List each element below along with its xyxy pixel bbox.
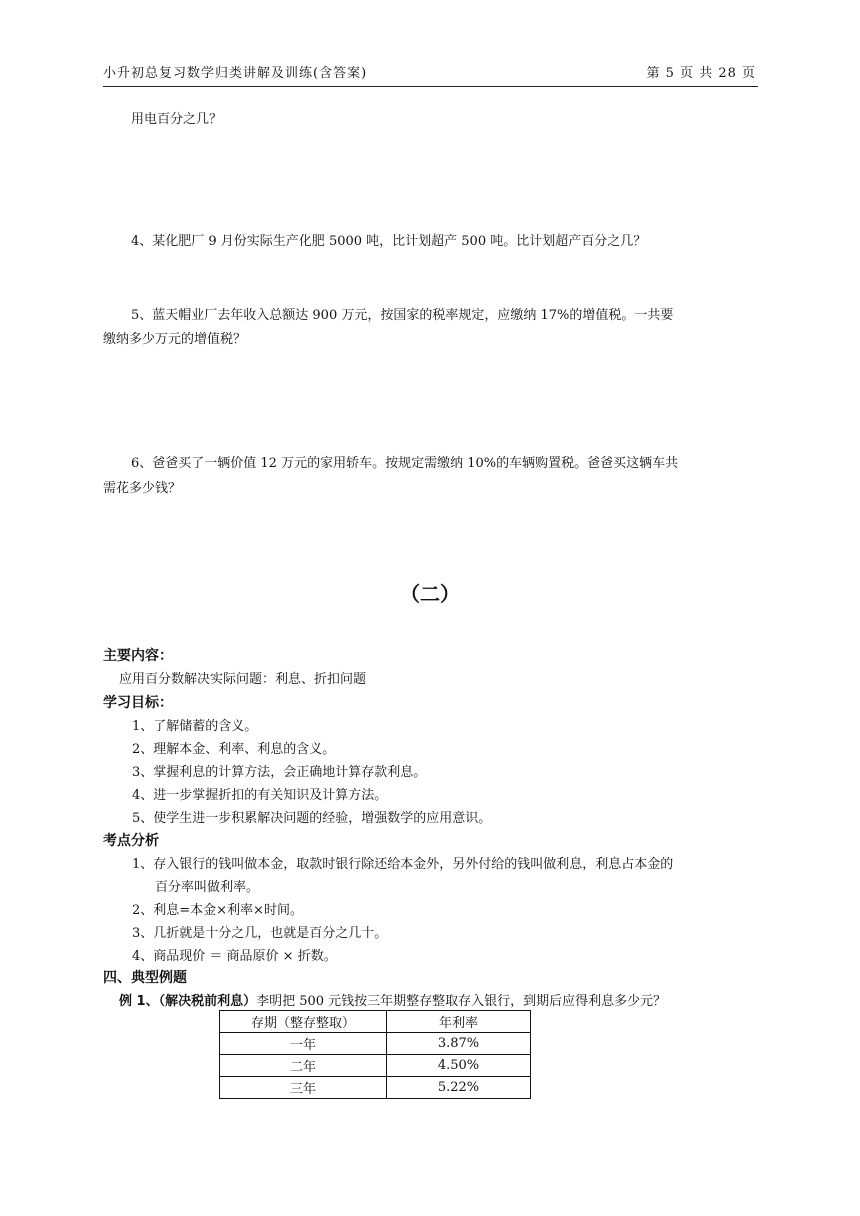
goal-item: 5、使学生进一步积累解决问题的经验，增强数学的应用意识。: [132, 811, 492, 826]
example-1-tag: （解决税前利息）: [158, 994, 257, 1009]
analysis-item-3: 3、几折就是十分之几，也就是百分之几十。: [132, 926, 388, 941]
example-1-label: 例 1、: [119, 994, 159, 1009]
main-content-heading: 主要内容：: [103, 648, 173, 664]
question-5-line-2: 缴纳多少万元的增值税？: [103, 332, 247, 347]
example-1: [119, 990, 666, 1009]
table-cell: 一年: [220, 1033, 387, 1055]
page-number: 第 5 页 共 28 页: [646, 66, 756, 81]
analysis-item-1-line-1: 1、存入银行的钱叫做本金，取款时银行除还给本金外，另外付给的钱叫做利息，利息占本金的: [132, 857, 674, 872]
table-row: [220, 1033, 531, 1055]
question-3-tail: 用电百分之几？: [131, 112, 223, 127]
table-cell: 4.50%: [387, 1055, 531, 1077]
document-title: 小升初总复习数学归类讲解及训练(含答案): [103, 66, 368, 81]
learning-goals-heading: 学习目标：: [103, 695, 173, 711]
interest-rate-table: [219, 1010, 531, 1099]
goal-item: 1、了解储蓄的含义。: [132, 719, 258, 734]
table-cell: 3.87%: [387, 1033, 531, 1055]
question-6-line-1: 6、爸爸买了一辆价值 12 万元的家用轿车。按规定需缴纳 10%的车辆购置税。爸爸买这辆车共: [131, 456, 679, 471]
analysis-item-1-line-2: 百分率叫做利率。: [155, 880, 260, 895]
table-cell: 三年: [220, 1077, 387, 1099]
table-cell: 5.22%: [387, 1077, 531, 1099]
question-4: 4、某化肥厂 9 月份实际生产化肥 5000 吨，比计划超产 500 吨。比计划超产百分之几？: [131, 234, 647, 249]
analysis-item-2: 2、利息=本金×利率×时间。: [132, 903, 303, 918]
goal-item: 3、掌握利息的计算方法，会正确地计算存款利息。: [132, 765, 427, 780]
section-title: （二）: [400, 582, 460, 606]
main-content-text: 应用百分数解决实际问题：利息、折扣问题: [119, 672, 367, 687]
analysis-item-4: 4、商品现价 ＝ 商品原价 × 折数。: [132, 949, 337, 964]
table-row: [220, 1055, 531, 1077]
goal-item: 2、理解本金、利率、利息的含义。: [132, 742, 336, 757]
example-1-text: 李明把 500 元钱按三年期整存整取存入银行，到期后应得利息多少元？: [256, 994, 667, 1009]
question-5-line-1: 5、蓝天帽业厂去年收入总额达 900 万元，按国家的税率规定，应缴纳 17%的增值税。一共要: [131, 308, 674, 323]
table-header-cell: 年利率: [387, 1011, 531, 1033]
page-header: [103, 58, 758, 87]
table-row: [220, 1077, 531, 1099]
table-cell: 二年: [220, 1055, 387, 1077]
table-header-cell: 存期（整存整取）: [220, 1011, 387, 1033]
question-6-line-2: 需花多少钱？: [103, 481, 182, 496]
analysis-heading: 考点分析: [103, 833, 159, 849]
goal-item: 4、进一步掌握折扣的有关知识及计算方法。: [132, 788, 388, 803]
examples-heading: 四、典型例题: [103, 970, 187, 986]
table-header-row: [220, 1011, 531, 1033]
